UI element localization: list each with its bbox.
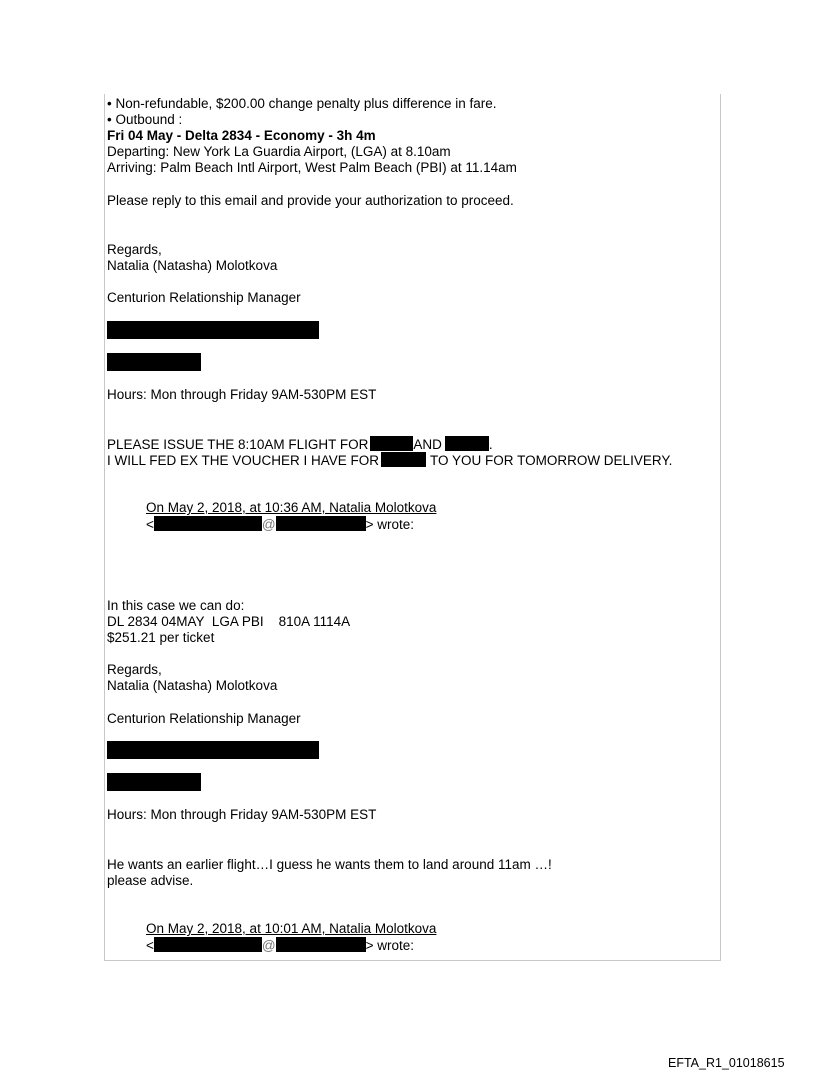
quote-header: [146, 500, 436, 516]
reply-text: .: [488, 437, 493, 452]
reply-text: PLEASE ISSUE THE 8:10AM FLIGHT FOR: [107, 437, 369, 452]
redaction-bar: [154, 937, 262, 952]
redaction-bar: [276, 937, 366, 952]
signature-regards: Regards,: [107, 662, 162, 677]
signature-hours: Hours: Mon through Friday 9AM-530PM EST: [107, 387, 377, 402]
request-line-2: please advise.: [107, 873, 194, 888]
redaction-bar: [154, 516, 262, 531]
signature-regards: Regards,: [107, 242, 162, 257]
reply-text: TO YOU FOR TOMORROW DELIVERY.: [430, 453, 673, 468]
fare-rule-outbound: • Outbound :: [107, 112, 183, 127]
arriving-line: Arriving: Palm Beach Intl Airport, West Palm Beach (PBI) at 11.14am: [107, 160, 517, 175]
signature-hours: Hours: Mon through Friday 9AM-530PM EST: [107, 807, 377, 822]
departing-line: Departing: New York La Guardia Airport, (LGA) at 8.10am: [107, 144, 451, 159]
offer-price: $251.21 per ticket: [107, 630, 215, 645]
reply-line-1: [107, 436, 493, 453]
redaction-bar: [107, 321, 319, 339]
document-id: EFTA_R1_01018615: [668, 1056, 785, 1070]
quote-at: @: [261, 517, 276, 532]
redaction-bar: [381, 452, 426, 467]
quote-email-line: [146, 516, 414, 533]
flight-header: Fri 04 May - Delta 2834 - Economy - 3h 4m: [107, 128, 376, 143]
redaction-bar: [107, 741, 319, 759]
authorization-request: Please reply to this email and provide your authorization to proceed.: [107, 193, 514, 208]
reply-line-2: [107, 452, 672, 469]
quote-lt: <: [146, 517, 154, 532]
request-line-1: He wants an earlier flight…I guess he wants them to land around 11am …!: [107, 857, 552, 872]
redaction-bar: [107, 353, 201, 371]
signature-title: Centurion Relationship Manager: [107, 290, 301, 305]
signature-title: Centurion Relationship Manager: [107, 711, 301, 726]
reply-text: I WILL FED EX THE VOUCHER I HAVE FOR: [107, 453, 380, 468]
redaction-bar: [445, 436, 489, 451]
offer-line-1: In this case we can do:: [107, 598, 245, 613]
quote-wrote: > wrote:: [365, 938, 415, 953]
quote-at: @: [261, 938, 276, 953]
fare-rule-refund: • Non-refundable, $200.00 change penalty plus difference in fare.: [107, 96, 497, 111]
offer-line-2: DL 2834 04MAY LGA PBI 810A 1114A: [107, 614, 351, 629]
quote-on-text: On May 2, 2018, at 10:01 AM, Natalia Molotkova: [146, 921, 437, 936]
signature-name: Natalia (Natasha) Molotkova: [107, 678, 278, 693]
quote-lt: <: [146, 938, 154, 953]
quote-header: [146, 921, 436, 937]
redaction-bar: [370, 436, 413, 451]
reply-text: AND: [413, 437, 442, 452]
quote-on-text: On May 2, 2018, at 10:36 AM, Natalia Molotkova: [146, 500, 437, 515]
redaction-bar: [276, 516, 366, 531]
signature-name: Natalia (Natasha) Molotkova: [107, 258, 278, 273]
quote-wrote: > wrote:: [365, 517, 415, 532]
quote-email-line: [146, 937, 414, 954]
redaction-bar: [107, 773, 201, 791]
